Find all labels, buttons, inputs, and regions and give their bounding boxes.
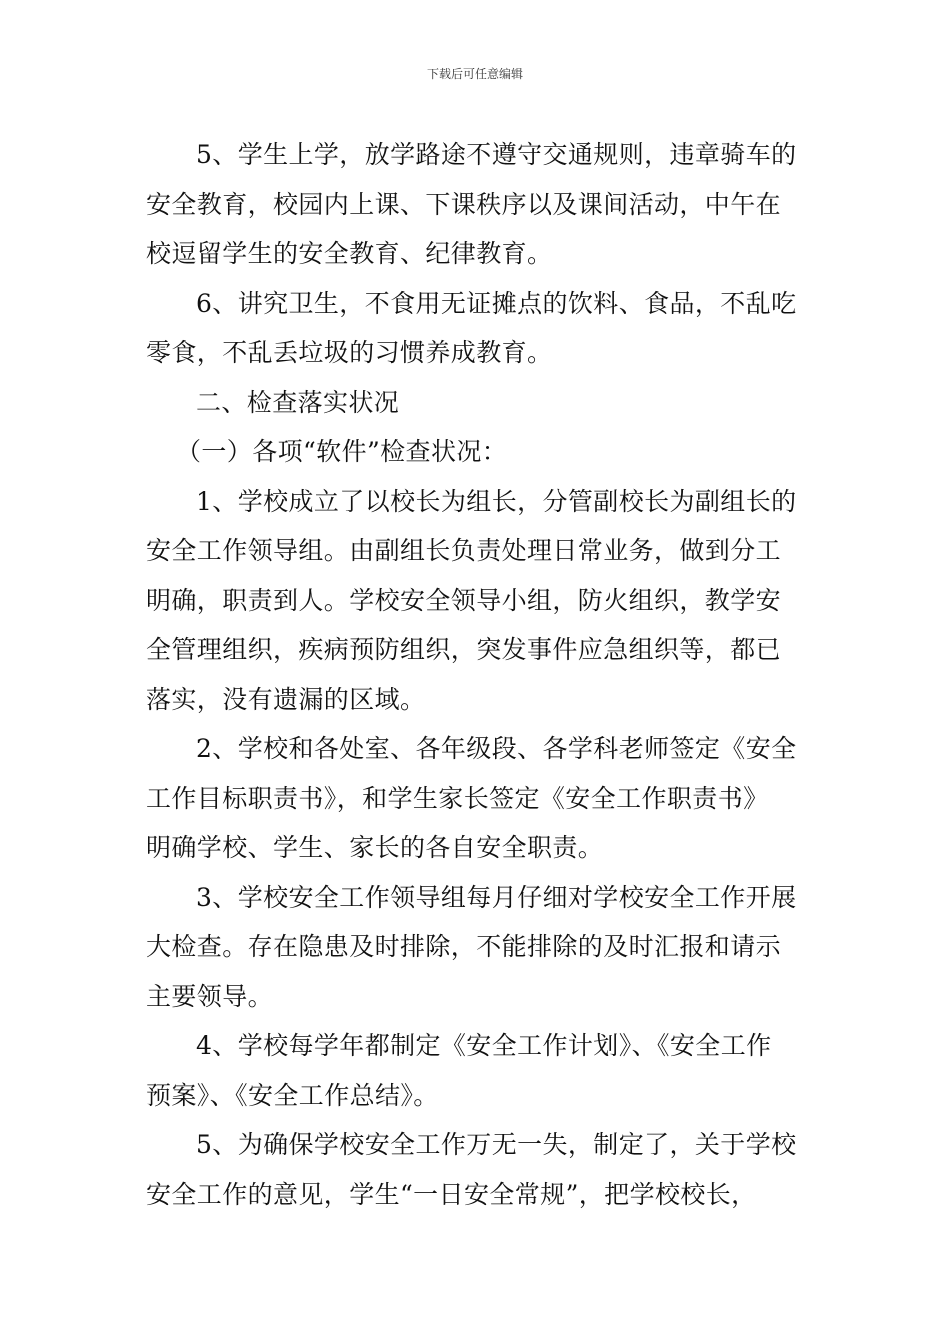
text-line: 4、学校每学年都制定《安全工作计划》、《安全工作 [196, 1031, 772, 1060]
page-header-note: 下载后可任意编辑 [426, 67, 523, 81]
section-heading: 二、检查落实状况 [196, 387, 400, 417]
text-line: 明确，职责到人。学校安全领导小组，防火组织，教学安 [146, 585, 782, 615]
text-line: 5、学生上学，放学路途不遵守交通规则，违章骑车的 [196, 140, 797, 169]
text-line: 安全工作领导组。由副组长负责处理日常业务，做到分工 [146, 536, 782, 565]
text-line: 大检查。存在隐患及时排除，不能排除的及时汇报和请示 [146, 932, 782, 961]
text-line: 安全教育，校园内上课、下课秩序以及课间活动，中午在 [146, 189, 782, 219]
text-line: 明确学校、学生、家长的各自安全职责。 [146, 833, 604, 862]
text-line: 3、学校安全工作领导组每月仔细对学校安全工作开展 [196, 882, 797, 912]
text-line: 6、讲究卫生，不食用无证摊点的饮料、食品，不乱吃 [196, 288, 797, 318]
text-line: 零食，不乱丢垃圾的习惯养成教育。 [146, 338, 553, 367]
text-line: 5、为确保学校安全工作万无一失，制定了，关于学校 [196, 1130, 797, 1159]
text-line: 落实，没有遗漏的区域。 [146, 684, 426, 714]
text-line: 校逗留学生的安全教育、纪律教育。 [146, 239, 553, 268]
document-body [146, 130, 808, 1219]
text-line: 全管理组织，疾病预防组织，突发事件应急组织等，都已 [146, 635, 782, 664]
text-line: 1、学校成立了以校长为组长，分管副校长为副组长的 [196, 486, 797, 516]
text-line: 2、学校和各处室、各年级段、各学科老师签定《安全 [196, 734, 797, 763]
text-line: 主要领导。 [146, 981, 274, 1011]
text-line: 安全工作的意见，学生“一日安全常规”，把学校校长， [146, 1179, 757, 1209]
text-line: 工作目标职责书》，和学生家长签定《安全工作职责书》 [146, 783, 769, 813]
subsection-heading: （一）各项“软件”检查状况： [176, 437, 508, 466]
text-line: 预案》、《安全工作总结》。 [146, 1080, 439, 1110]
